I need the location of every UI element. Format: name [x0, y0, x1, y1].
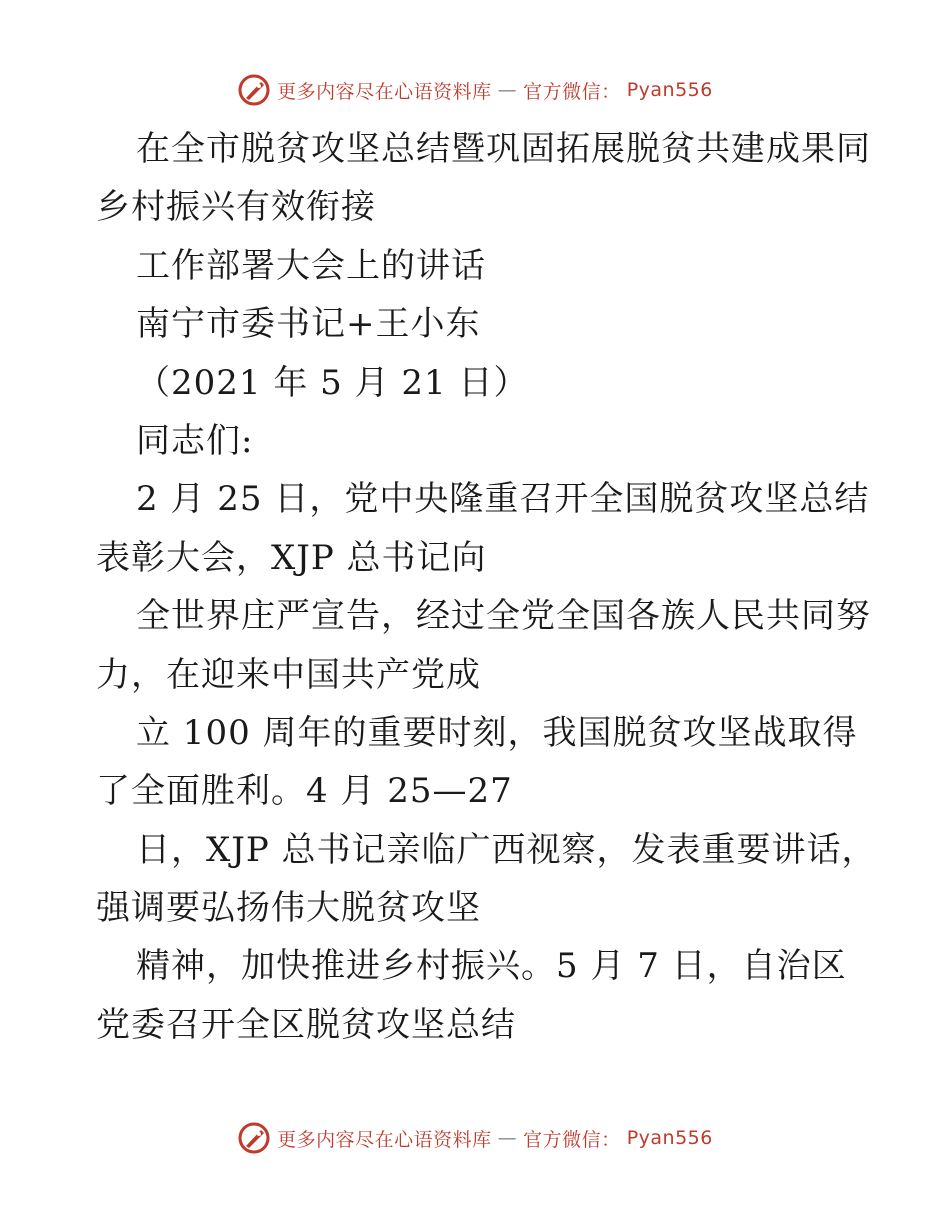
text-line: 乡村振兴有效衔接 [96, 187, 376, 228]
watermark-label: 官方微信： [523, 80, 621, 103]
text-line: 2 月 25 日，党中央隆重召开全国脱贫攻坚总结 [136, 479, 870, 520]
text-line: 南宁市委书记+王小东 [136, 304, 481, 345]
text-line: 表彰大会，XJP 总书记向 [96, 537, 487, 578]
text-line: 了全面胜利。4 月 25—27 [96, 771, 513, 812]
watermark-text: 更多内容尽在心语资料库 [277, 80, 492, 103]
text-line: 党委召开全区脱贫攻坚总结 [96, 1004, 516, 1045]
watermark-separator: — [497, 1127, 518, 1149]
text-line: 在全市脱贫攻坚总结暨巩固拓展脱贫共建成果同 [136, 129, 871, 169]
watermark-text: 更多内容尽在心语资料库 [277, 1128, 492, 1151]
text-line: （2021 年 5 月 21 日） [136, 362, 529, 403]
text-line: 同志们: [136, 420, 254, 461]
watermark-label: 官方微信： [523, 1128, 621, 1151]
watermark-separator: — [497, 79, 518, 101]
watermark-wechat-id: Pyan556 [626, 79, 713, 101]
text-line: 全世界庄严宣告，经过全党全国各族人民共同努 [136, 596, 871, 637]
text-line: 力，在迎来中国共产党成 [96, 654, 481, 695]
text-line: 精神，加快推进乡村振兴。5 月 7 日，自治区 [136, 946, 847, 987]
footer-watermark [0, 1118, 950, 1158]
text-line: 日，XJP 总书记亲临广西视察，发表重要讲话， [136, 829, 877, 870]
quill-pen-logo-icon [237, 73, 271, 107]
header-watermark [0, 70, 950, 110]
text-line: 强调要弘扬伟大脱贫攻坚 [96, 888, 481, 929]
document-body [96, 120, 877, 1054]
watermark-wechat-id: Pyan556 [626, 1127, 713, 1149]
quill-pen-logo-icon [237, 1121, 271, 1155]
text-line: 立 100 周年的重要时刻，我国脱贫攻坚战取得 [136, 712, 858, 753]
text-line: 工作部署大会上的讲话 [136, 245, 486, 286]
